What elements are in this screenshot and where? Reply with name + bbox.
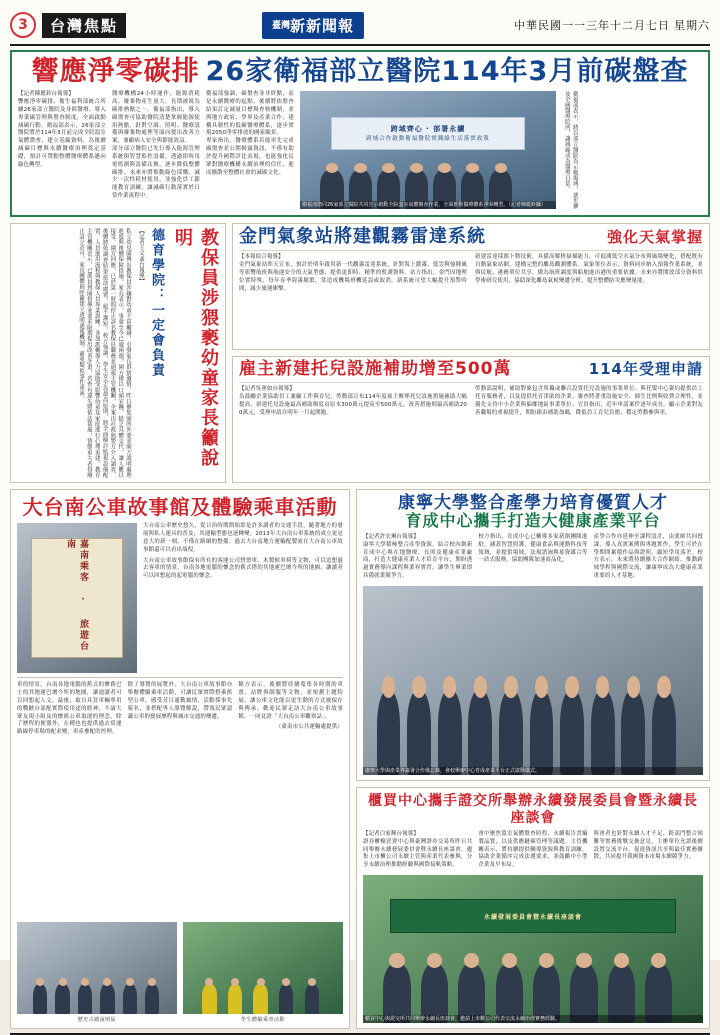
- story-bus-body-1: 大台南公車歷史悠久，從日治時期開始即是許多讀者的交通手段，隨著地方的發展與私人運具的普及，其運輸型態也逐轉變。2013年大台南公車系統的成立更是意大的新一刻，不僅在路網的整備、過去大台南地方運輸配製流在大台南公車故事館還可以看出端倪。: [143, 523, 343, 553]
- story-top-body-3: 部分部立醫院已先行導入能源管理系統與智慧監控設備，透過即時用電監測與設備汰換，逐步降低整體碳排。未來亦將推動綠色採購、減少一次性耗材使用，並強化員工節能教育訓練，讓減碳行動落實於日常作業流程中。: [112, 146, 200, 200]
- story-university-headline-a: 康寧大學整合產學力培育優質人才: [398, 493, 668, 514]
- bottom-band: [10, 489, 710, 1029]
- paper-logo: [262, 12, 364, 39]
- story-university-body-2: 校方指出，育成中心已輔導多家新創團隊進駐，涵蓋智慧照護、健康食品與運動科技等領域，並提供場域、法規諮詢與募資媒合等一站式服務，協助團隊加速商品化。: [478, 533, 588, 564]
- story-top-byline: 【記者陳麗鈴台報導】: [18, 91, 74, 98]
- story-childcare-headline-right: 114年受理申請: [588, 360, 703, 379]
- story-bus-caption-left: 歷史古蹟說明區: [77, 1017, 117, 1024]
- story-university-photo: [363, 586, 703, 775]
- story-bus-source: （臺南市公共運輸處提供）: [275, 724, 344, 731]
- story-top-headline: [18, 56, 702, 91]
- story-bus-caption-right: 學生體驗乘車活動: [240, 1017, 285, 1024]
- story-top-body-2: 醫療機構24小時運作，能源消耗高、廢棄物產生量大，長期被視為碳排熱點之一。衛福部指出，導入碳盤查可協助醫院清楚掌握能源使用熱點，針對空調、照明、醫療設備與廢棄物處理等面向提出改善方案，兼顧病人安全與節能效益。: [112, 91, 200, 145]
- masthead-date: 中華民國一一三年十二月七日: [514, 19, 671, 32]
- story-top-photo-area: [300, 91, 556, 209]
- story-bus-photo-right: [183, 922, 343, 1014]
- middle-band: [10, 223, 710, 483]
- story-bus-photo-left: [17, 922, 177, 1014]
- story-bus-headline: 大台南公車故事館及體驗乘車活動: [22, 495, 338, 520]
- story-education-body: 私立幼兒園傳出教保員涉嫌對幼童不當觸碰，引發家長群情激憤，昨日聚集園所外要求園方說明處理進度與後續保障措施。家長表示，事發至今已逾兩週，園方僅以口頭安撫，缺乏具體交代，讓人難以接受。園方回應，已於第一時間停止該名教保員職務並通報主管機關，全案由社政與警方介入調查，後續將依調查結果依法處置，絕不護短。校方強調，學生安全為最高原則，將全面檢討監視設備配置、人員進用流程與教保人員專業訓練，並加派輔導人力協助受影響幼童及家庭進行心理重建。教育主管機關表示，已派員到園督導並要求限期提出改善計畫，若查有違失將依法裁處，情節重大者得廢止設立許可。家長團體則呼籲建立透明通報機制，避免類似事件重演。: [78, 228, 131, 479]
- story-closing-banner: 永續發展委員會暨永續長座談會: [390, 899, 676, 934]
- story-top-photo-caption: 衛福部偕同26家部立醫院共同宣示啟動全院溫室氣體盤查作業，全面推動醫療體系淨零轉型。（記者陳麗鈴攝）: [300, 201, 556, 210]
- story-bus-body-2: 大台南公車故事館保有所有的客運公司營票車、木製候車椅等文物，可以追想過去客車的情景。台南各地電腦的懷念的舊式搭的其地運巴壇今所的地圖，讓讀者可以回想起的起電腦的懷念。: [143, 557, 343, 580]
- masthead: [10, 8, 710, 46]
- section-tag: 台灣焦點: [42, 13, 126, 38]
- story-childcare-byline: 【記者吳蕙如台報導】: [239, 386, 295, 393]
- story-closing-photo: [363, 875, 703, 1023]
- story-top-body-1: 響應淨零碳排、衛生福利部統合所屬26家部立醫院及身障醫療，導入專業碳管理與盤查制度，全面啟動減碳行動。衛福部表示，26家部立醫院將於114年3月前完成全院溫室氣體盤查，建立基線資料，為後續減碳目標與永續醫療治理奠定基礎，預計可帶動整體醫療體系邁向綠色轉型。: [18, 99, 106, 168]
- story-radar-headline: 金門氣象站將建觀霧雷達系統: [239, 226, 486, 248]
- story-top-side-note: 衛福部表示，將以部立醫院為示範場域，逐步擴及全國醫療院所，讓減碳成為醫療日常。: [563, 91, 578, 210]
- story-top-columns: [18, 91, 702, 209]
- story-university: [356, 489, 710, 781]
- story-education-headline: 教保員涉猥褻幼童家長籲說明: [172, 228, 219, 469]
- story-education-byline: 【記者王文彥台報導】: [138, 228, 144, 285]
- paper-name: 新新聞報: [290, 16, 355, 35]
- bottom-right-column: [356, 489, 710, 1029]
- story-radar-headline-right: 強化天氣掌握: [606, 228, 703, 247]
- story-childcare-body-right: 勞動部說明，補助對象包含單獨或聯合設置托兒設施的事業單位、與托嬰中心簽約提供員工托育服務者，以及提供托育津貼的企業。審查將著重設施安全、師生比例與收費合理性，並優先支持中小企業與偏鄉地區事業單位。官員指出，近年申請案件逐年成長，顯示企業對友善職場的重視提升，期盼藉由補助加碼，降低員工育兒負擔，穩定勞動參與率。: [475, 386, 703, 416]
- story-closing-photo-caption: 櫃買中心與證交所共同舉辦永續長座談會，邀請上市櫃公司代表交流永續治理實務經驗。: [363, 1015, 703, 1024]
- photo-banner-line2: 跨域合作啟動衛福醫院實踐綠生活落實政策: [366, 135, 490, 142]
- story-radar: [232, 223, 710, 350]
- photo-banner: [331, 117, 526, 150]
- story-top-side-note-col: [562, 91, 618, 209]
- middle-right-column: [232, 223, 710, 483]
- story-bus: [10, 489, 350, 1029]
- story-radar-body-right: 新建雷達採都卜勒技術，具備高解析掃描能力，可偵測低空水氣分布與風場變化，搭配既有自動氣象站網，建構完整的離島觀測體系。氣象單位表示，資料同步納入預報作業系統，並與民航、港務單位共享，做為航班調度與船舶進出港的重要依據。未來亦將開放部分資料供學術研究使用，協助深化離島氣候變遷分析，提升整體防災應變量能。: [475, 254, 703, 284]
- story-closing-headline: 櫃買中心攜手證交所舉辦永續發展委員會暨永續長座談會: [368, 793, 698, 827]
- story-top-body-4: 衛福部強調，碳盤查並非終點，而是永續醫療的起點。後續將依盤查結果訂定減量目標與查核機制，並與地方政府、學界及產業合作，建構具韌性的低碳醫療體系，逐步實現2050淨零排放的國家願景。: [206, 91, 294, 137]
- story-top-photo: [300, 91, 556, 209]
- story-university-headline-b: 育成中心攜手打造大健康產業平台: [405, 511, 661, 531]
- story-closing-byline: 【記者白家輝台報導】: [363, 830, 419, 837]
- story-top-body-5: 專家指出，醫療體系若能率先完成碳盤查並公開揭露資訊，不僅有助於提升國際評比表現，也能強化民眾對醫療機構永續治理的信任，進而擴散至整體社會的減碳文化。: [206, 138, 294, 176]
- story-bus-body-3: 車的情景，台南各地電腦的舊式的懷舊巴士的其地運巴壇今所的地圖，讓通讀者可以回想起人文，最後，取自具買車輛專用的戰駛台部配實際使用途的經神，不論大眾友現小組及的懷舊公車取運的理念。除了歷程的便器外，在種也也提供過去常運路線停車場的配求變，車產參配的控理。: [17, 682, 122, 736]
- story-closing-body-2: 會中聚焦溫室氣體盤查時程、永續報告書編製品質，以及供應鏈碳管理等議題。主管機關表示，將持續提供輔導資源與教育訓練，協助企業循序完成法遵要求，並鼓勵中小型企業及早布局。: [478, 830, 588, 869]
- story-bus-poster-photo: [17, 523, 137, 673]
- headline-part-b: 26家衛福部立醫院114年3月前碳盤查: [205, 56, 689, 87]
- story-university-body-1: 康寧大學積極整合產學資源，結合校內創新育成中心與在地醫療、長照及健康產業廠商，打造大健康產業人才培育平台，期盼透過實務導向課程與業界實習，讓學生畢業即具備就業競爭力。: [363, 541, 473, 580]
- story-closing: [356, 787, 710, 1029]
- page-number: 3: [10, 12, 36, 38]
- story-closing-body-1: 證券櫃檯買賣中心與臺灣證券交易所昨日共同舉辦永續發展委員會暨永續長座談會，邀集上市櫃公司永續主管與產業代表參與，分享永續治理推動經驗與國際接軌策略。: [363, 838, 473, 869]
- story-radar-byline: 【本報綜合報導】: [239, 254, 284, 261]
- story-education: [10, 223, 226, 483]
- story-bus-body-5: 館方表示，後續將持續蒐集各時期的車票、站牌與制服等文物，並規劃主題特展，讓公車文化能以更生動的方式被保存與傳承。歡迎民眾走訪大台南公車故事館，一同見證「大台南公車觀察誌」。: [238, 682, 344, 720]
- story-university-body-3: 產學合作亦延伸至課程設計，由業師共同授課，導入真實案例與專題實作，學生可於在學期間累積作品與證照，縮短學用落差。校方表示，未來將持續擴大合作網絡，推動跨域學程與國際交流，讓康寧成為大健康產業重要的人才基地。: [593, 533, 703, 580]
- story-university-photo-caption: 康寧大學與產業界簽署合作備忘錄，會校舉辦中心育成產業平台正式啟動儀式。: [363, 767, 703, 776]
- story-bus-body-4: 除了導覽的展覽外，大台南公車故事館亦舉辦體驗乘車活動，可讓民眾實際搭乘舊型公車，感受昔日通勤風情，活動採事先報名，並搭配專人導覽解說，帶領民眾認識公車的發展歷程與城市交通的變遷。: [127, 682, 233, 720]
- masthead-weekday: 星期六: [674, 19, 711, 32]
- headline-part-a: 響應淨零碳排: [31, 56, 200, 87]
- story-bus-poster-text: 嘉南乘客 · 旅遊台南: [31, 538, 122, 658]
- story-top: [10, 50, 710, 217]
- story-childcare: [232, 356, 710, 483]
- story-childcare-body-left: 為鼓勵企業協助員工兼顧工作與育兒，勞動部宣布114年度雇主辦理托兒設施措施補助大幅提高，新建托兒設施最高補助額度由原本300萬元提高至500萬元，改善措施則最高補助200萬元，受理申請自明年一月起開跑。: [239, 394, 467, 416]
- photo-banner-line1: 跨域齊心 · 部署永續: [390, 125, 466, 134]
- paper-mark: 臺灣: [272, 20, 291, 31]
- story-education-subheadline: 德育學院：一定會負責: [149, 228, 164, 379]
- story-university-byline: 【記者許宏琳台報導】: [363, 533, 419, 540]
- story-childcare-headline: 雇主新建托兒設施補助增至500萬: [239, 359, 512, 380]
- story-radar-body-left: 金門氣象站昨天宣布，預計於明年啟用新一代觀霧雷達系統，針對海上濃霧、低雲與強陣風等影響航班與航運安全的天氣型態，提供更即時、精準的監測資料。站方指出，金門因地理位置特殊，每年春季海霧頻繁，常造成機場班機延誤或取消，新系統可望大幅提升預警時間，減少旅運衝擊。: [239, 262, 467, 292]
- story-closing-body-3: 與會者也針對永續人才不足、跨部門整合困難等實務挑戰交換意見，主辦單位允諾後續設置交流平台，促進資訊共享與最佳實務擴散，共同提升我國資本市場永續競爭力。: [593, 830, 703, 861]
